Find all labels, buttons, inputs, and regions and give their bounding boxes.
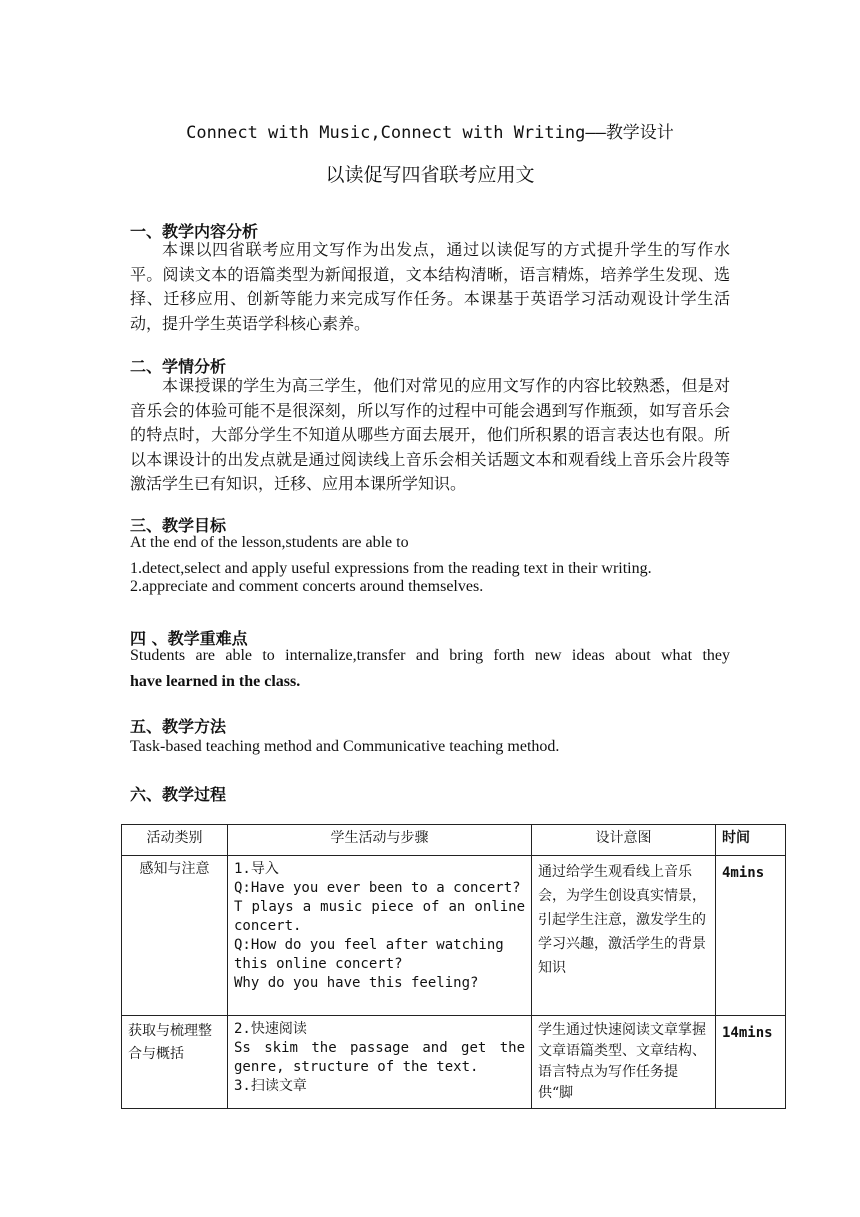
- row-time: 4mins: [716, 856, 786, 1016]
- step-line: Why do you have this feeling?: [234, 975, 479, 991]
- row-category: 获取与梳理整合与概括: [122, 1016, 228, 1109]
- step-line: 2.快速阅读: [234, 1021, 307, 1037]
- step-line: Q:Have you ever been to a concert?: [234, 880, 521, 896]
- teaching-process-table: [121, 824, 786, 1109]
- step-line: 3.扫读文章: [234, 1078, 307, 1094]
- step-line: Q:How do you feel after watching this online concert?: [234, 937, 504, 972]
- document-title-chinese: 教学设计: [605, 123, 674, 143]
- header-intent: 设计意图: [532, 825, 716, 856]
- objective-1: 1.detect,select and apply useful expressions from the reading text in their writing.: [130, 560, 652, 577]
- objectives-intro: At the end of the lesson,students are able to: [130, 534, 409, 551]
- step-line: Ss skim the passage and get the genre, structure of the text.: [234, 1040, 525, 1075]
- table-row: [122, 856, 786, 1016]
- header-steps: 学生活动与步骤: [228, 825, 532, 856]
- row-steps: [228, 1016, 532, 1109]
- section-heading-key-points: 四 、教学重难点: [130, 629, 248, 648]
- methods-body: Task-based teaching method and Communicative teaching method.: [130, 738, 560, 755]
- document-title-english: Connect with Music,Connect with Writing——: [186, 123, 606, 143]
- section-heading-methods: 五、教学方法: [130, 717, 227, 736]
- step-line: T plays a music piece of an online concert.: [234, 899, 525, 934]
- row-steps: [228, 856, 532, 1016]
- header-time: 时间: [716, 825, 786, 856]
- section-body-content-analysis: 本课以四省联考应用文写作为出发点，通过以读促写的方式提升学生的写作水平。阅读文本的语篇类型为新闻报道，文本结构清晰，语言精炼，培养学生发现、选择、迁移应用、创新等能力来完成写作任务。本课基于英语学习活动观设计学生活动，提升学生英语学科核心素养。: [130, 240, 730, 333]
- row-time: 14mins: [716, 1016, 786, 1109]
- section-body-student-analysis: 本课授课的学生为高三学生，他们对常见的应用文写作的内容比较熟悉，但是对音乐会的体验可能不是很深刻，所以写作的过程中可能会遇到写作瓶颈，如写音乐会的特点时，大部分学生不知道从哪些方面去展开，他们所积累的语言表达也有限。所以本课设计的出发点就是通过阅读线上音乐会相关话题文本和观看线上音乐会片段等激活学生已有知识，迁移、应用本课所学知识。: [130, 376, 730, 493]
- row-intent: 通过给学生观看线上音乐会，为学生创设真实情景，引起学生注意，激发学生的学习兴趣，激活学生的背景知识: [532, 856, 716, 1016]
- key-points-body-line1: Students are able to internalize,transfer and bring forth new ideas about what they: [130, 647, 730, 664]
- section-heading-objectives: 三、教学目标: [130, 516, 227, 535]
- table-row: [122, 1016, 786, 1109]
- header-category: 活动类别: [122, 825, 228, 856]
- section-heading-process: 六、教学过程: [130, 785, 227, 804]
- section-heading-student-analysis: 二、学情分析: [130, 357, 227, 376]
- document-title: [0, 118, 860, 143]
- key-points-body-line2: have learned in the class.: [130, 673, 301, 690]
- row-intent: 学生通过快速阅读文章掌握文章语篇类型、文章结构、语言特点为写作任务提供“脚: [532, 1016, 716, 1109]
- section-heading-content-analysis: 一、教学内容分析: [130, 222, 259, 241]
- document-subtitle: 以读促写四省联考应用文: [325, 164, 535, 186]
- objective-2: 2.appreciate and comment concerts around themselves.: [130, 578, 484, 595]
- table-header-row: [122, 825, 786, 856]
- row-category: 感知与注意: [122, 856, 228, 1016]
- step-line: 1.导入: [234, 861, 279, 877]
